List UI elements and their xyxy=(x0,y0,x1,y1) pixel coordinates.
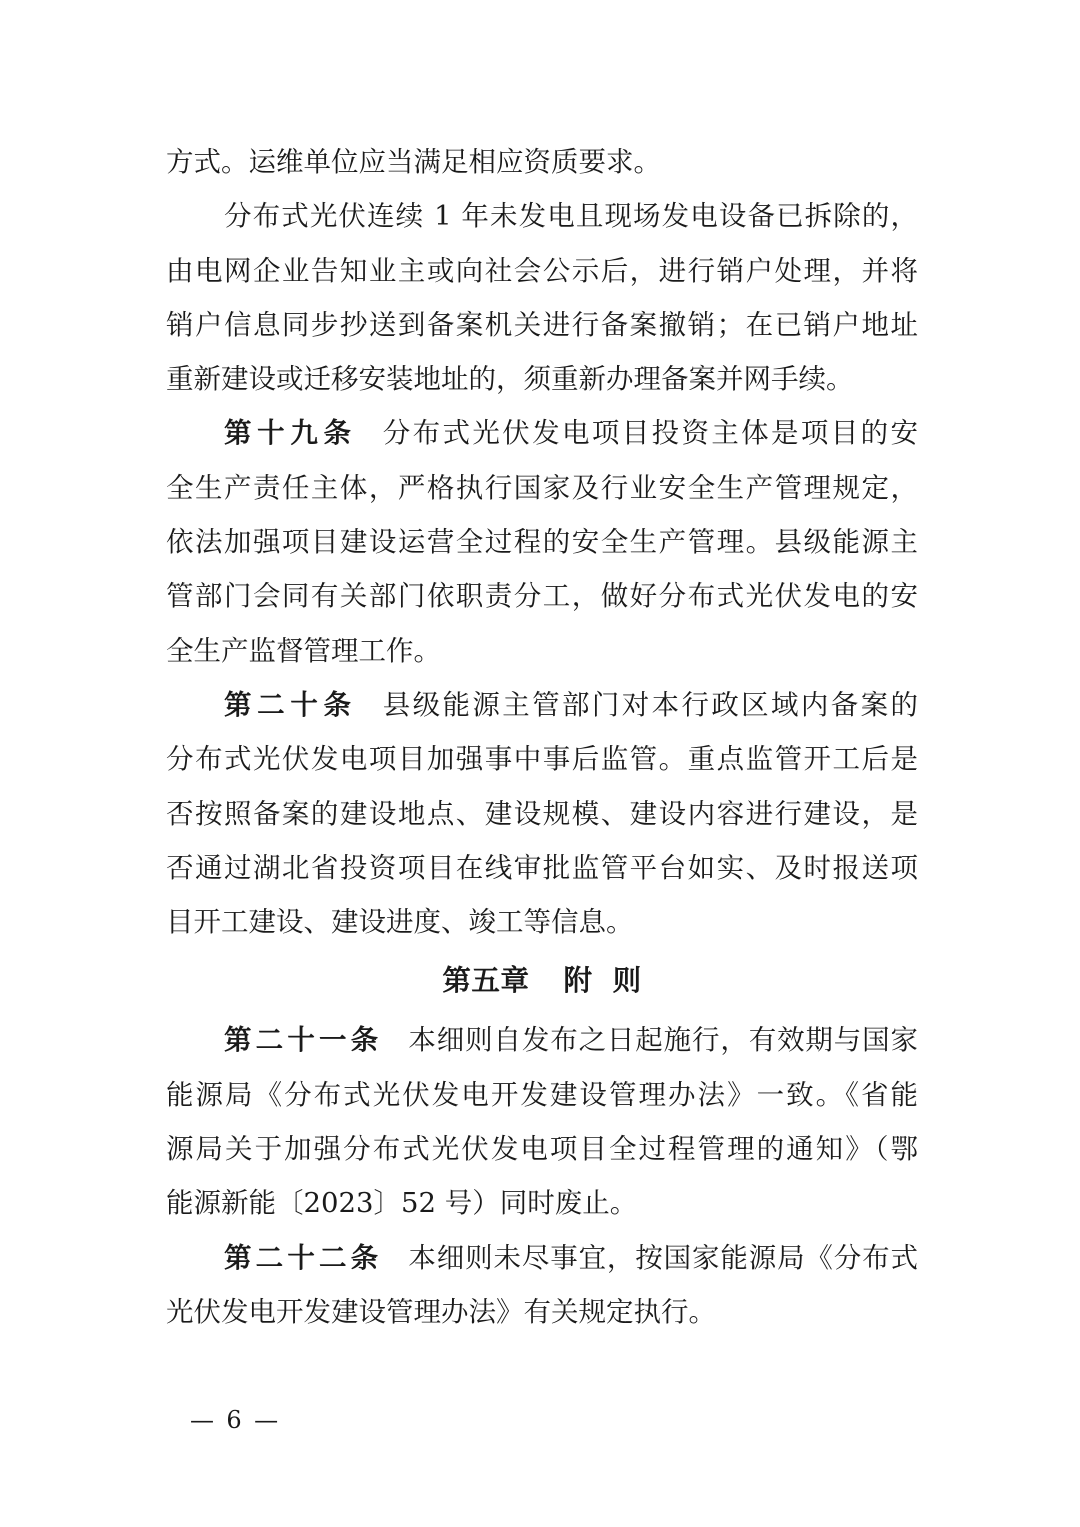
text-line: 方式。运维单位应当满足相应资质要求。 xyxy=(166,146,661,178)
chapter-title-part: 附 xyxy=(563,964,593,998)
text-line xyxy=(166,678,918,732)
text-line: 能源新能〔2023〕52 号）同时废止。 xyxy=(166,1187,638,1220)
text-line: 能源局《分布式光伏发电开发建设管理办法》一致。《省能 xyxy=(166,1078,918,1111)
text-line xyxy=(166,1231,918,1285)
article-number: 第二十条 xyxy=(224,688,357,721)
text-line: 目开工建设、建设进度、竣工等信息。 xyxy=(166,906,634,939)
text-line: 全生产监督管理工作。 xyxy=(166,634,441,667)
text-line: 依法加强项目建设运营全过程的安全生产管理。县级能源主 xyxy=(166,526,918,559)
text-line: 重新建设或迁移安装地址的，须重新办理备案并网手续。 xyxy=(166,363,854,396)
chapter-heading xyxy=(166,949,918,1013)
document-body xyxy=(166,135,918,1339)
article-number: 第二十二条 xyxy=(224,1241,383,1274)
article-text: 本细则未尽事宜，按国家能源局《分布式 xyxy=(408,1241,918,1274)
article-number: 第十九条 xyxy=(224,417,357,450)
article-21 xyxy=(166,1013,918,1230)
chapter-title-part: 则 xyxy=(612,964,642,998)
article-20 xyxy=(166,678,918,949)
text-line: 源局关于加强分布式光伏发电项目全过程管理的通知》（鄂 xyxy=(166,1133,918,1166)
text-line: 否按照备案的建设地点、建设规模、建设内容进行建设，是 xyxy=(166,797,918,830)
text-line: 分布式光伏发电项目加强事中事后监管。重点监管开工后是 xyxy=(166,743,918,776)
article-22 xyxy=(166,1231,918,1340)
text-line: 销户信息同步抄送到备案机关进行备案撤销；在已销户地址 xyxy=(166,308,918,341)
article-text: 本细则自发布之日起施行，有效期与国家 xyxy=(408,1024,918,1057)
text-line xyxy=(166,1013,918,1067)
text-line: 光伏发电开发建设管理办法》有关规定执行。 xyxy=(166,1295,716,1328)
page-number: — 6 — xyxy=(190,1406,281,1434)
article-text: 分布式光伏发电项目投资主体是项目的安 xyxy=(382,417,918,450)
article-number: 第二十一条 xyxy=(224,1024,383,1057)
text-line: 全生产责任主体，严格执行国家及行业安全生产管理规定， xyxy=(166,471,918,504)
text-line: 否通过湖北省投资项目在线审批监管平台如实、及时报送项 xyxy=(166,851,918,884)
article-text: 县级能源主管部门对本行政区域内备案的 xyxy=(382,688,918,721)
text-line xyxy=(166,406,918,460)
paragraph-deregistration xyxy=(166,189,918,406)
text-line: 管部门会同有关部门依职责分工，做好分布式光伏发电的安 xyxy=(166,580,918,613)
chapter-number: 第五章 xyxy=(442,964,530,998)
text-line: 由电网企业告知业主或向社会公示后，进行销户处理，并将 xyxy=(166,254,918,287)
text-line: 分布式光伏连续 1 年未发电且现场发电设备已拆除的， xyxy=(224,200,918,233)
article-19 xyxy=(166,406,918,677)
